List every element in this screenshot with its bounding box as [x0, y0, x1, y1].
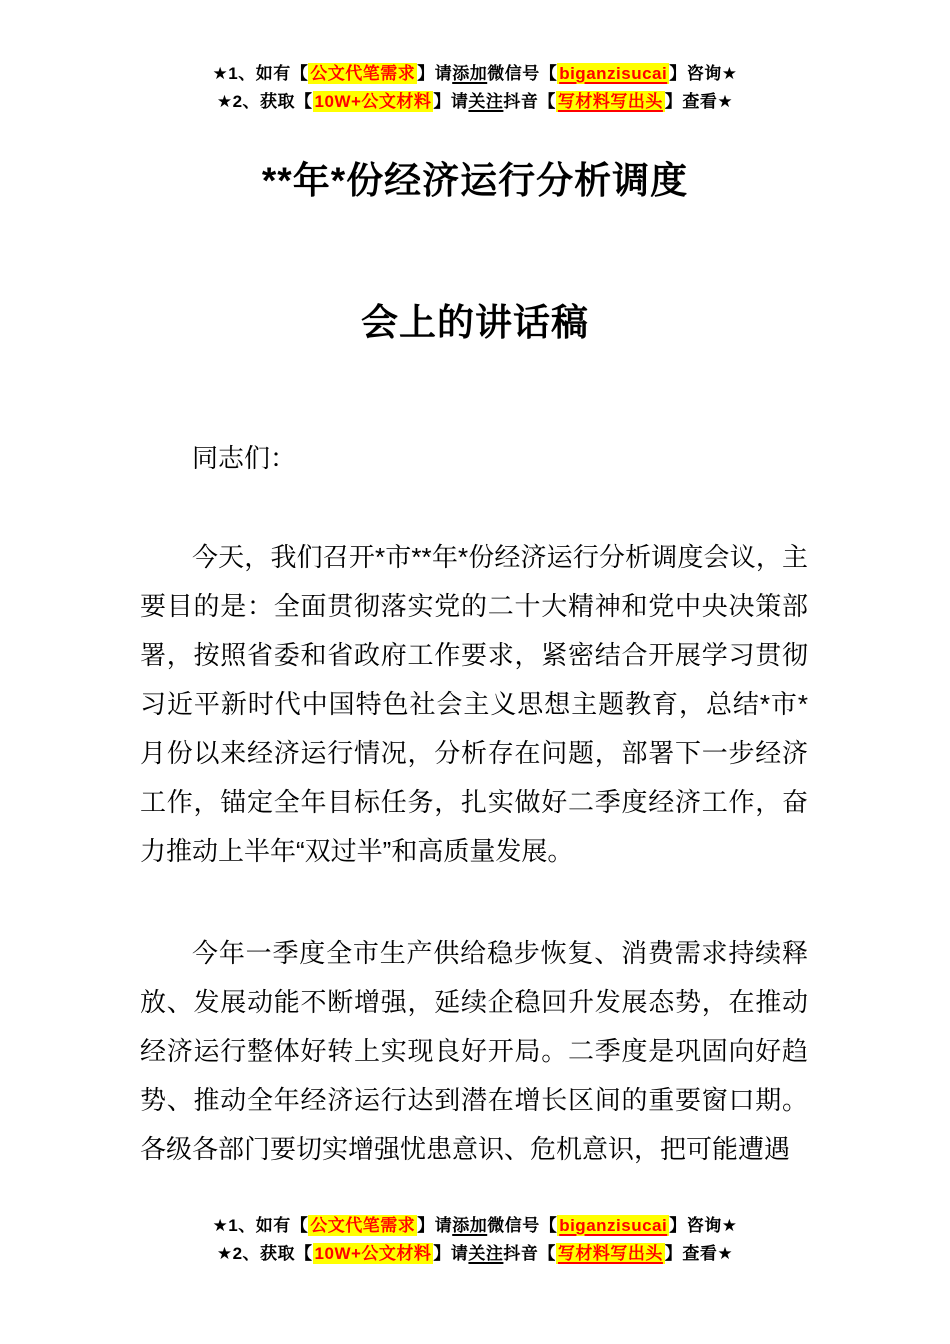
notice-text: 】查看★ — [664, 92, 734, 111]
footer-notice — [0, 1212, 950, 1268]
document-body — [140, 434, 808, 1174]
notice-text: 】请 — [417, 64, 453, 83]
body-paragraph: 今年一季度全市生产供给稳步恢复、消费需求持续释放、发展动能不断增强，延续企稳回升发展态势，在推动经济运行整体好转上实现良好开局。二季度是巩固向好趋势、推动全年经济运行达到潜在增长区间的重要窗口期。各级各部门要切实增强忧患意识、危机意识，把可能遭遇 — [140, 938, 808, 1164]
notice-highlight: 公文代笔需求 — [310, 64, 416, 83]
notice-text: 抖音【 — [503, 92, 556, 111]
header-notice — [0, 60, 950, 116]
footer-notice-line-2 — [0, 1240, 950, 1268]
notice-underline: 添加 — [452, 64, 488, 83]
notice-underline: 关注 — [468, 1244, 504, 1263]
document-title-line-1: **年*份经济运行分析调度 — [261, 160, 689, 201]
notice-text: 】请 — [417, 1216, 453, 1235]
notice-text: ★2、获取【 — [216, 1244, 313, 1263]
notice-text: 微信号【 — [487, 1216, 558, 1235]
notice-text: ★1、如有【 — [212, 1216, 309, 1235]
footer-notice-line-1 — [0, 1212, 950, 1240]
notice-text: 】咨询★ — [669, 1216, 738, 1235]
notice-text: 】查看★ — [664, 1244, 734, 1263]
notice-underline: 关注 — [468, 92, 504, 111]
body-paragraph: 今天，我们召开*市**年*份经济运行分析调度会议，主要目的是：全面贯彻落实党的二十大精神和党中央决策部署，按照省委和省政府工作要求，紧密结合开展学习贯彻习近平新时代中国特色社会主义思想主题教育，总结*市*月份以来经济运行情况，分析存在问题，部署下一步经济工作，锚定全年目标任务，扎实做好二季度经济工作，奋力推动上半年“双过半”和高质量发展。 — [140, 542, 808, 866]
notice-text: 】请 — [433, 92, 469, 111]
notice-wechat-id: biganzisucai — [559, 64, 668, 83]
notice-text: 】请 — [433, 1244, 469, 1263]
notice-text: ★2、获取【 — [216, 92, 313, 111]
salutation: 同志们： — [192, 443, 297, 473]
notice-text: 抖音【 — [503, 1244, 556, 1263]
notice-highlight: 公文代笔需求 — [310, 1216, 416, 1235]
header-notice-line-1 — [0, 60, 950, 88]
notice-text: ★1、如有【 — [212, 64, 309, 83]
notice-highlight: 10W+公文材料 — [314, 1244, 432, 1263]
header-notice-line-2 — [0, 88, 950, 116]
notice-text: 微信号【 — [487, 64, 558, 83]
document-title-line-2: 会上的讲话稿 — [361, 302, 589, 343]
notice-douyin-id: 写材料写出头 — [557, 1244, 663, 1263]
notice-text: 】咨询★ — [669, 64, 738, 83]
notice-wechat-id: biganzisucai — [559, 1216, 668, 1235]
notice-underline: 添加 — [452, 1216, 488, 1235]
notice-highlight: 10W+公文材料 — [314, 92, 432, 111]
notice-douyin-id: 写材料写出头 — [557, 92, 663, 111]
